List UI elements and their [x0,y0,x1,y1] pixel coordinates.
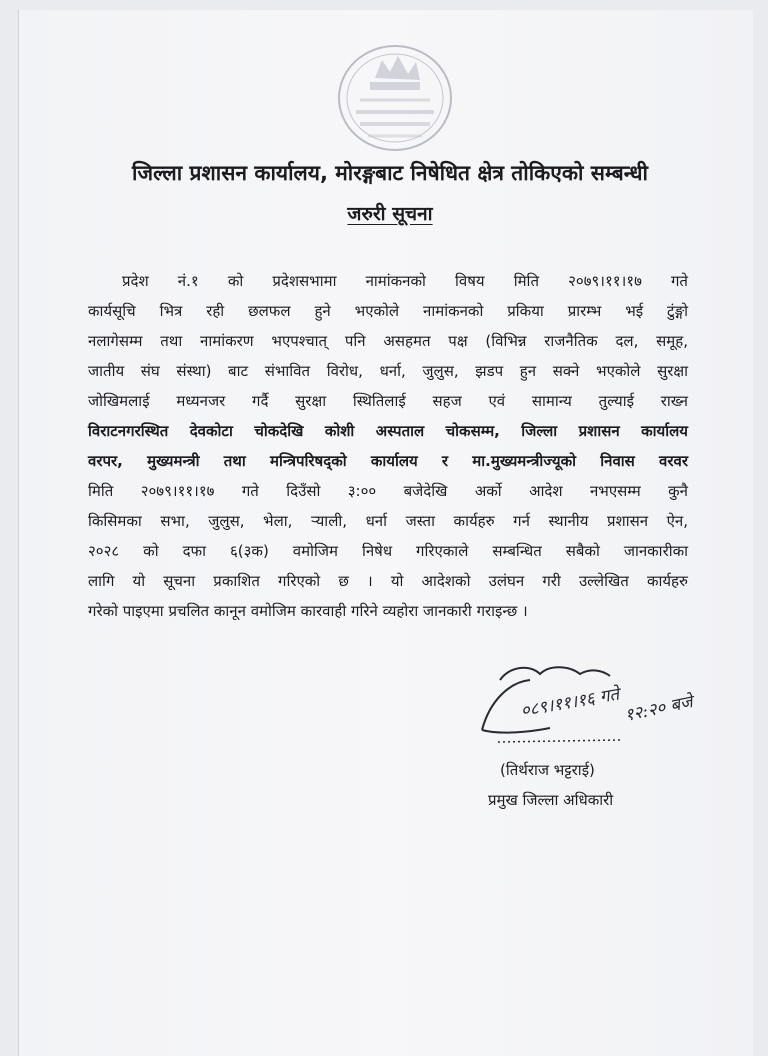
signer-name: (तिर्थराज भट्टराई) [500,761,595,779]
notice-subtitle-text: जरुरी सूचना [347,203,433,225]
body-line: नलागेसम्म तथा नामांकरण भएपश्चात् पनि असहमत पक्ष (विभिन्न राजनैतिक दल, समूह, [88,332,688,350]
body-line: २०२८ को दफा ६(३क) वमोजिम निषेध गरिएकाले सम्बन्धित सबैको जानकारीका [88,542,688,560]
handwritten-time: १२:२० बजे [622,692,695,726]
body-line: विराटनगरस्थित देवकोटा चोकदेखि कोशी अस्पताल चोकसम्म, जिल्ला प्रशासन कार्यालय [88,422,688,440]
body-line: वरपर, मुख्यमन्त्री तथा मन्त्रिपरिषद्को कार्यालय र मा.मुख्यमन्त्रीज्यूको निवास वरवर [88,452,688,470]
body-line: कार्यसूचि भित्र रही छलफल हुने भएकोले नामांकनको प्रकिया प्रारम्भ भई टुंङ्गो [88,302,688,320]
handwritten-date: ०८९।११।१६ गते [519,684,621,722]
body-line: मिति २०७९।११।१७ गते दिउँसो ३:०० बजेदेखि अर्को आदेश नभएसम्म कुनै [88,482,688,500]
body-line: जोखिमलाई मध्यनजर गर्दै सुरक्षा स्थितिलाई सहज एवं सामान्य तुल्याई राख्न [88,392,688,410]
notice-title: जिल्ला प्रशासन कार्यालय, मोरङ्गबाट निषेधित क्षेत्र तोकिएको सम्बन्धी [132,161,648,185]
handwritten-signature [470,660,740,770]
body-line: लागि यो सूचना प्रकाशित गरिएको छ । यो आदेशको उलंघन गरी उल्लेखित कार्यहरु [88,572,688,590]
body-line: किसिमका सभा, जुलुस, भेला, र्‍याली, धर्ना जस्ता कार्यहरु गर्न स्थानीय प्रशासन ऐन, [88,512,688,530]
body-line: गरेको पाइएमा प्रचलित कानून वमोजिम कारवाही गरिने व्यहोरा जानकारी गराइन्छ । [88,602,528,620]
body-line: प्रदेश नं.१ को प्रदेशसभामा नामांकनको विषय मिति २०७९।११।१७ गते [122,272,688,290]
office-seal-stamp [330,38,460,156]
body-line: जातीय संघ संस्था) बाट संभावित विरोध, धर्ना, जुलुस, झडप हुन सक्ने भएकोले सुरक्षा [88,362,688,380]
notice-subtitle [60,202,720,226]
signer-designation: प्रमुख जिल्ला अधिकारी [488,791,614,809]
